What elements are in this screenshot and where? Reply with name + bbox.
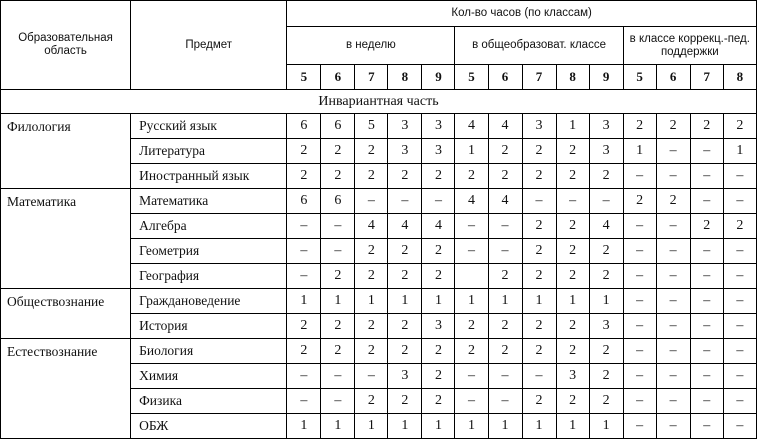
hours-cell: 1 xyxy=(287,289,321,314)
hours-cell: 4 xyxy=(455,189,488,214)
hours-cell: 2 xyxy=(488,164,522,189)
hours-cell: 3 xyxy=(556,364,589,389)
area-column-header: Образовательная область xyxy=(1,1,131,90)
hours-cell: 1 xyxy=(522,414,556,439)
hours-cell: – xyxy=(455,239,488,264)
hours-cell: 2 xyxy=(355,139,388,164)
hours-cell: – xyxy=(723,414,756,439)
hours-cell: 2 xyxy=(522,314,556,339)
hours-cell: 1 xyxy=(556,289,589,314)
hours-cell: – xyxy=(723,164,756,189)
hours-cell: 2 xyxy=(422,264,455,289)
hours-cell: – xyxy=(690,314,723,339)
hours-cell: 6 xyxy=(287,114,321,139)
hours-cell: – xyxy=(355,364,388,389)
hours-cell: 2 xyxy=(287,339,321,364)
hours-cell: 1 xyxy=(321,289,355,314)
hours-cell: 1 xyxy=(589,289,623,314)
hours-cell: – xyxy=(321,214,355,239)
hours-cell: 2 xyxy=(388,239,422,264)
grade-number: 9 xyxy=(422,65,455,90)
hours-cell: 2 xyxy=(355,314,388,339)
hours-cell: 2 xyxy=(488,314,522,339)
hours-cell: – xyxy=(623,339,656,364)
hours-cell: 2 xyxy=(556,214,589,239)
hours-cell: – xyxy=(690,289,723,314)
hours-cell: 2 xyxy=(589,164,623,189)
hours-cell: 2 xyxy=(388,389,422,414)
grade-number: 5 xyxy=(623,65,656,90)
hours-cell: – xyxy=(690,189,723,214)
hours-cell: 2 xyxy=(287,164,321,189)
hours-cell: 1 xyxy=(522,289,556,314)
hours-cell: – xyxy=(522,364,556,389)
hours-cell: 2 xyxy=(723,214,756,239)
hours-cell: 1 xyxy=(355,414,388,439)
hours-cell: 2 xyxy=(422,339,455,364)
hours-cell: 2 xyxy=(388,264,422,289)
hours-header: Кол-во часов (по классам) xyxy=(287,1,757,27)
hours-cell: 4 xyxy=(488,114,522,139)
hours-cell: 1 xyxy=(422,289,455,314)
hours-cell: – xyxy=(623,389,656,414)
hours-cell: – xyxy=(723,289,756,314)
grade-number: 5 xyxy=(455,65,488,90)
hours-cell: 2 xyxy=(656,189,690,214)
hours-cell: – xyxy=(656,414,690,439)
hours-cell: 3 xyxy=(589,139,623,164)
hours-cell: 2 xyxy=(455,314,488,339)
grade-number: 7 xyxy=(522,65,556,90)
hours-cell: 2 xyxy=(355,239,388,264)
hours-cell xyxy=(455,264,488,289)
hours-cell: – xyxy=(455,364,488,389)
hours-cell: 1 xyxy=(556,414,589,439)
grade-number: 8 xyxy=(556,65,589,90)
group-header-weekly: в неделю xyxy=(287,27,455,65)
subject-name: Русский язык xyxy=(131,114,287,139)
hours-cell: 2 xyxy=(355,339,388,364)
hours-cell: – xyxy=(656,164,690,189)
subject-column-header: Предмет xyxy=(131,1,287,90)
hours-cell: – xyxy=(488,214,522,239)
hours-cell: 2 xyxy=(556,339,589,364)
hours-cell: – xyxy=(656,314,690,339)
hours-cell: – xyxy=(422,189,455,214)
hours-cell: 2 xyxy=(556,314,589,339)
hours-cell: 1 xyxy=(355,289,388,314)
hours-cell: 2 xyxy=(488,264,522,289)
hours-cell: 6 xyxy=(321,114,355,139)
hours-cell: 6 xyxy=(321,189,355,214)
hours-cell: – xyxy=(522,189,556,214)
hours-cell: 2 xyxy=(656,114,690,139)
subject-name: Биология xyxy=(131,339,287,364)
hours-cell: 4 xyxy=(355,214,388,239)
area-name: Естествознание xyxy=(1,339,131,439)
hours-cell: – xyxy=(388,189,422,214)
hours-cell: 2 xyxy=(287,314,321,339)
hours-cell: 2 xyxy=(589,389,623,414)
hours-cell: 3 xyxy=(422,114,455,139)
hours-cell: 3 xyxy=(589,314,623,339)
hours-cell: – xyxy=(723,239,756,264)
table-row xyxy=(1,339,757,364)
hours-cell: 2 xyxy=(589,264,623,289)
hours-cell: 1 xyxy=(422,414,455,439)
hours-cell: – xyxy=(690,239,723,264)
area-name: Математика xyxy=(1,189,131,289)
hours-cell: 2 xyxy=(589,239,623,264)
hours-cell: – xyxy=(656,389,690,414)
hours-cell: – xyxy=(556,189,589,214)
subject-name: Математика xyxy=(131,189,287,214)
hours-cell: – xyxy=(488,364,522,389)
hours-cell: 2 xyxy=(455,339,488,364)
group-header-correction-class: в классе коррекц.-пед. поддержки xyxy=(623,27,756,65)
hours-cell: 2 xyxy=(623,114,656,139)
hours-cell: 2 xyxy=(589,339,623,364)
hours-cell: – xyxy=(656,364,690,389)
subject-name: История xyxy=(131,314,287,339)
hours-cell: – xyxy=(355,189,388,214)
hours-cell: 2 xyxy=(723,114,756,139)
hours-cell: – xyxy=(656,339,690,364)
hours-cell: 5 xyxy=(355,114,388,139)
hours-cell: – xyxy=(723,339,756,364)
hours-cell: 4 xyxy=(488,189,522,214)
hours-cell: 2 xyxy=(556,264,589,289)
subject-name: Химия xyxy=(131,364,287,389)
hours-cell: – xyxy=(690,339,723,364)
hours-cell: – xyxy=(656,264,690,289)
hours-cell: 3 xyxy=(388,364,422,389)
hours-cell: 2 xyxy=(556,164,589,189)
subject-name: Алгебра xyxy=(131,214,287,239)
table-row xyxy=(1,114,757,139)
hours-cell: 1 xyxy=(623,139,656,164)
table-row xyxy=(1,289,757,314)
hours-cell: 3 xyxy=(422,139,455,164)
hours-cell: – xyxy=(488,239,522,264)
subject-name: Иностранный язык xyxy=(131,164,287,189)
hours-cell: 2 xyxy=(522,389,556,414)
hours-cell: 4 xyxy=(589,214,623,239)
hours-cell: – xyxy=(690,414,723,439)
hours-cell: 2 xyxy=(623,189,656,214)
hours-cell: – xyxy=(287,239,321,264)
hours-cell: 1 xyxy=(455,414,488,439)
subject-name: Граждановедение xyxy=(131,289,287,314)
hours-cell: 1 xyxy=(388,414,422,439)
table-row xyxy=(1,189,757,214)
hours-cell: – xyxy=(623,239,656,264)
subject-name: ОБЖ xyxy=(131,414,287,439)
hours-cell: – xyxy=(690,364,723,389)
hours-cell: 3 xyxy=(388,114,422,139)
grade-number: 8 xyxy=(723,65,756,90)
hours-cell: – xyxy=(623,364,656,389)
hours-cell: 1 xyxy=(723,139,756,164)
hours-cell: – xyxy=(723,389,756,414)
hours-cell: – xyxy=(287,364,321,389)
hours-cell: 1 xyxy=(287,414,321,439)
hours-cell: 2 xyxy=(321,264,355,289)
hours-cell: – xyxy=(690,264,723,289)
hours-cell: 2 xyxy=(455,164,488,189)
hours-cell: – xyxy=(287,214,321,239)
hours-cell: – xyxy=(623,164,656,189)
hours-cell: 2 xyxy=(287,139,321,164)
hours-cell: 2 xyxy=(388,314,422,339)
hours-cell: – xyxy=(723,264,756,289)
hours-cell: – xyxy=(455,389,488,414)
subject-name: Литература xyxy=(131,139,287,164)
hours-cell: 2 xyxy=(690,214,723,239)
subject-name: Физика xyxy=(131,389,287,414)
hours-cell: 4 xyxy=(455,114,488,139)
hours-cell: 1 xyxy=(589,414,623,439)
hours-cell: – xyxy=(321,389,355,414)
hours-cell: 2 xyxy=(522,164,556,189)
hours-cell: – xyxy=(321,239,355,264)
hours-cell: – xyxy=(723,314,756,339)
hours-cell: 2 xyxy=(422,364,455,389)
subject-name: География xyxy=(131,264,287,289)
hours-cell: 2 xyxy=(690,114,723,139)
hours-cell: 2 xyxy=(355,164,388,189)
hours-cell: 2 xyxy=(488,339,522,364)
hours-cell: 2 xyxy=(422,389,455,414)
hours-cell: 2 xyxy=(522,214,556,239)
hours-cell: 2 xyxy=(556,139,589,164)
grade-number: 6 xyxy=(321,65,355,90)
hours-cell: 2 xyxy=(556,389,589,414)
hours-cell: 3 xyxy=(422,314,455,339)
hours-cell: – xyxy=(690,389,723,414)
hours-cell: 1 xyxy=(388,289,422,314)
hours-cell: – xyxy=(589,189,623,214)
hours-cell: 1 xyxy=(455,139,488,164)
hours-cell: 2 xyxy=(355,389,388,414)
grade-number: 5 xyxy=(287,65,321,90)
subject-name: Геометрия xyxy=(131,239,287,264)
hours-cell: 2 xyxy=(522,264,556,289)
hours-cell: – xyxy=(656,214,690,239)
hours-cell: – xyxy=(623,314,656,339)
hours-cell: 3 xyxy=(589,114,623,139)
hours-cell: 2 xyxy=(355,264,388,289)
hours-cell: – xyxy=(656,239,690,264)
hours-cell: – xyxy=(488,389,522,414)
grade-number: 8 xyxy=(388,65,422,90)
hours-cell: – xyxy=(287,264,321,289)
grade-number: 6 xyxy=(488,65,522,90)
area-name: Филология xyxy=(1,114,131,189)
hours-cell: 2 xyxy=(422,164,455,189)
hours-cell: 4 xyxy=(422,214,455,239)
hours-cell: – xyxy=(623,289,656,314)
hours-cell: 1 xyxy=(321,414,355,439)
area-name: Обществознание xyxy=(1,289,131,339)
hours-cell: 2 xyxy=(388,339,422,364)
hours-cell: 2 xyxy=(321,314,355,339)
hours-cell: 2 xyxy=(488,139,522,164)
grade-number: 9 xyxy=(589,65,623,90)
hours-cell: 3 xyxy=(522,114,556,139)
hours-cell: – xyxy=(656,289,690,314)
hours-cell: – xyxy=(623,264,656,289)
hours-cell: 2 xyxy=(556,239,589,264)
hours-cell: 1 xyxy=(488,414,522,439)
hours-cell: – xyxy=(321,364,355,389)
hours-cell: 1 xyxy=(556,114,589,139)
section-title: Инвариантная часть xyxy=(1,90,757,114)
hours-cell: 2 xyxy=(522,139,556,164)
hours-cell: – xyxy=(287,389,321,414)
hours-cell: 4 xyxy=(388,214,422,239)
hours-cell: – xyxy=(690,139,723,164)
hours-cell: 2 xyxy=(321,164,355,189)
hours-cell: 2 xyxy=(321,339,355,364)
hours-cell: 2 xyxy=(522,239,556,264)
hours-cell: 2 xyxy=(422,239,455,264)
grade-number: 6 xyxy=(656,65,690,90)
hours-cell: 2 xyxy=(388,164,422,189)
hours-cell: – xyxy=(455,214,488,239)
hours-cell: 2 xyxy=(321,139,355,164)
group-header-general-class: в общеобразоват. классе xyxy=(455,27,623,65)
hours-cell: 3 xyxy=(388,139,422,164)
hours-cell: 1 xyxy=(488,289,522,314)
hours-cell: 1 xyxy=(455,289,488,314)
hours-cell: – xyxy=(656,139,690,164)
hours-cell: 2 xyxy=(589,364,623,389)
hours-cell: 2 xyxy=(522,339,556,364)
grade-number: 7 xyxy=(690,65,723,90)
hours-cell: 6 xyxy=(287,189,321,214)
grade-number: 7 xyxy=(355,65,388,90)
hours-cell: – xyxy=(623,414,656,439)
hours-cell: – xyxy=(623,214,656,239)
hours-cell: – xyxy=(690,164,723,189)
hours-cell: – xyxy=(723,364,756,389)
hours-cell: – xyxy=(723,189,756,214)
